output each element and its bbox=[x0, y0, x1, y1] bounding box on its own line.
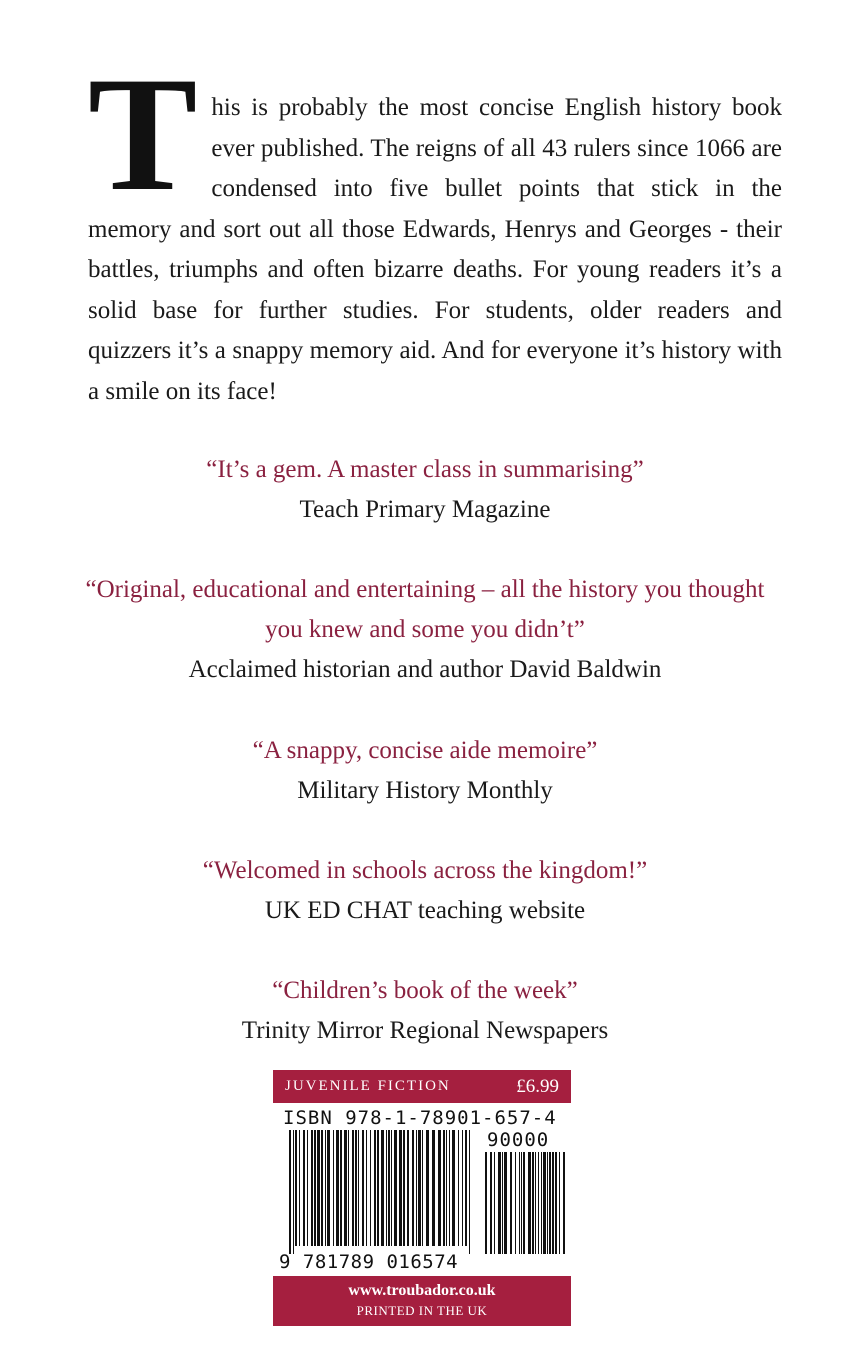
printed-in-label: PRINTED IN THE UK bbox=[356, 1303, 488, 1318]
review-source: Acclaimed historian and author David Baldwin bbox=[188, 656, 662, 683]
barcode-bar bbox=[311, 1130, 313, 1246]
review-3 bbox=[0, 731, 850, 811]
barcode-bar bbox=[327, 1130, 330, 1246]
barcode-bar bbox=[555, 1152, 557, 1254]
barcode-bar bbox=[325, 1130, 326, 1246]
barcode-bar bbox=[547, 1152, 548, 1254]
review-quote: “It’s a gem. A master class in summarising” bbox=[206, 456, 644, 483]
barcode-bar bbox=[340, 1130, 342, 1246]
barcode-bar bbox=[438, 1130, 441, 1246]
barcode-bar bbox=[519, 1152, 520, 1254]
addon-number: 90000 bbox=[487, 1129, 550, 1151]
barcode-bar bbox=[465, 1130, 467, 1246]
barcode-bar bbox=[502, 1152, 503, 1254]
barcode-bar bbox=[295, 1130, 297, 1246]
isbn-number: ISBN 978-1-78901-657-4 bbox=[283, 1107, 557, 1129]
review-source: Teach Primary Magazine bbox=[299, 496, 551, 523]
barcode-bar bbox=[498, 1152, 501, 1254]
drop-cap: T bbox=[88, 44, 198, 225]
barcode-bar bbox=[381, 1130, 384, 1246]
barcode-bar bbox=[523, 1152, 525, 1254]
barcode-bar bbox=[366, 1130, 367, 1246]
barcode-bar bbox=[446, 1130, 447, 1246]
review-source: UK ED CHAT teaching website bbox=[264, 897, 586, 924]
review-quote: “A snappy, concise aide memoire” bbox=[252, 737, 598, 764]
barcode-bar bbox=[394, 1130, 397, 1246]
barcode-bar bbox=[538, 1152, 539, 1254]
blurb-text: his is probably the most concise English history book ever published. The reigns of all 43 rulers since 1066 are condensed into five bullet points that stick in the memory and sort out all those Edwards, Henrys and Georges - their battles, triumphs and often bizarre deaths. For young readers it’s a solid base for further studies. For students, older readers and quizzers it’s a snappy memory aid. And for everyone it’s history with a smile on its face! bbox=[88, 94, 782, 405]
barcode-bar bbox=[333, 1130, 334, 1246]
barcode-bar bbox=[521, 1152, 522, 1254]
review-quote: “Welcomed in schools across the kingdom!” bbox=[202, 857, 648, 884]
barcode-bar bbox=[510, 1152, 512, 1254]
barcode-bar bbox=[543, 1152, 546, 1254]
barcode-bar bbox=[449, 1130, 450, 1246]
publisher-url: www.troubador.co.uk bbox=[348, 1282, 496, 1299]
review-quote: “Children’s book of the week” bbox=[272, 977, 578, 1004]
barcode-bar bbox=[352, 1130, 354, 1246]
barcode-bar bbox=[422, 1130, 423, 1246]
barcode-bar bbox=[490, 1152, 492, 1254]
barcode-bar bbox=[344, 1130, 347, 1246]
barcode-bar bbox=[552, 1152, 554, 1254]
barcode-bar bbox=[549, 1152, 551, 1254]
barcode-bar bbox=[386, 1130, 387, 1246]
barcode-bar bbox=[426, 1130, 429, 1246]
barcode-bar bbox=[443, 1130, 445, 1246]
barcode-bar bbox=[485, 1152, 487, 1254]
barcode-bar bbox=[374, 1130, 376, 1246]
barcode-bar bbox=[528, 1152, 531, 1254]
review-quote: “Original, educational and entertaining – all the history you thought you knew and some you didn’t” bbox=[85, 576, 765, 643]
barcode-bar bbox=[336, 1130, 339, 1246]
barcode-bar bbox=[303, 1130, 305, 1246]
review-5 bbox=[0, 971, 850, 1051]
barcode-bar bbox=[299, 1130, 300, 1246]
barcode-bar bbox=[314, 1130, 316, 1246]
barcode-bar bbox=[403, 1130, 405, 1246]
barcode-bar bbox=[535, 1152, 536, 1254]
barcode-bar bbox=[412, 1130, 414, 1246]
barcode-bar bbox=[407, 1130, 409, 1246]
barcode-bar bbox=[348, 1130, 349, 1246]
barcode-bar bbox=[559, 1152, 560, 1254]
barcode-panel bbox=[273, 1070, 571, 1326]
barcode-bar bbox=[358, 1130, 359, 1246]
price-label: £6.99 bbox=[516, 1075, 559, 1097]
barcode-bar bbox=[452, 1130, 455, 1246]
barcode-bar bbox=[462, 1130, 463, 1246]
barcode-bar bbox=[458, 1130, 459, 1246]
ean-number: 9 781789 016574 bbox=[279, 1251, 459, 1273]
barcode-bar bbox=[388, 1130, 390, 1246]
review-source: Military History Monthly bbox=[297, 777, 553, 804]
barcode-bar bbox=[494, 1152, 495, 1254]
barcode-bar bbox=[362, 1130, 364, 1246]
barcode-bar bbox=[317, 1130, 320, 1246]
barcode-bar bbox=[532, 1152, 534, 1254]
review-4 bbox=[0, 851, 850, 931]
barcode-bar bbox=[377, 1130, 379, 1246]
barcode-bar bbox=[418, 1130, 421, 1246]
review-source: Trinity Mirror Regional Newspapers bbox=[241, 1017, 609, 1044]
barcode-bar bbox=[563, 1152, 565, 1254]
barcode-bar bbox=[391, 1130, 392, 1246]
category-label: JUVENILE FICTION bbox=[285, 1078, 451, 1094]
blurb-paragraph bbox=[88, 44, 782, 412]
review-1 bbox=[0, 450, 850, 530]
category-price-bar bbox=[273, 1070, 571, 1103]
barcode-bar bbox=[541, 1152, 542, 1254]
barcode-bar bbox=[293, 1130, 294, 1254]
barcode-bar bbox=[416, 1130, 417, 1246]
barcode-bar bbox=[307, 1130, 308, 1246]
barcode-graphic bbox=[273, 1130, 571, 1254]
barcode-bar bbox=[515, 1152, 516, 1254]
barcode-bar bbox=[432, 1130, 435, 1246]
barcode-bar bbox=[321, 1130, 323, 1246]
barcode-bar bbox=[370, 1130, 371, 1246]
barcode-bar bbox=[355, 1130, 357, 1246]
review-2 bbox=[0, 570, 850, 690]
barcode-bar bbox=[289, 1130, 291, 1254]
barcode-bar bbox=[504, 1152, 507, 1254]
barcode-bar bbox=[469, 1130, 470, 1254]
barcode-bar bbox=[399, 1130, 402, 1246]
publisher-bar bbox=[273, 1276, 571, 1326]
